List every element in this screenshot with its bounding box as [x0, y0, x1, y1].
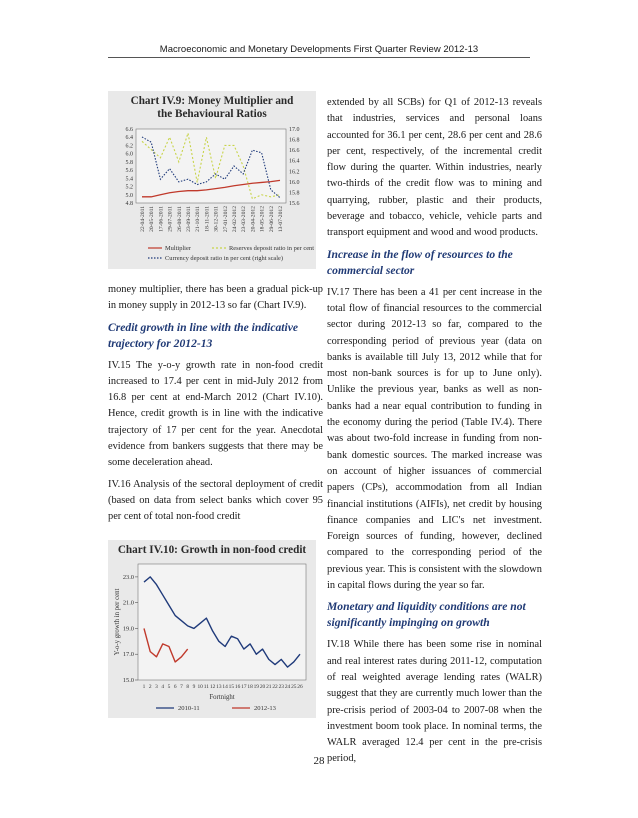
chart-iv9-left-tick: 6.0 — [125, 151, 133, 158]
chart-iv9-right-tick: 16.8 — [289, 137, 300, 144]
chart-iv9-x-tick: 29-06-2012 — [268, 206, 275, 233]
chart-iv10-y-label: Y-o-y growth in per cent — [114, 588, 121, 656]
paragraph-iv17: IV.17 There has been a 41 per cent increase in the total flow of financial resources to the commercial sector during 2012-13 so far, compared to the corresponding period of previous year (data on banks is available till July 13, 2012 while that for most non-bank sources is for up to June only). Unlike the previous year, banks as well as non-banks had a near equal contribution to funding in the economy during the period (Table IV.4). There was about two-fold increase in funding from non-bank domestic sources. The marked increase was on account of higher issuances of commercial papers (CPs), accommodation from all Indian financial institutions (AIFIs), net credit by housing finance companies and LIC's net investment. Foreign sources of funding, however, declined compared to the corresponding period of the previous year. This is consistent with the slowdown in capital flows during the year so far. — [327, 286, 542, 592]
chart-iv9-x-tick: 24-02-2012 — [232, 206, 238, 233]
paragraph-credit-continuation: extended by all SCBs) for Q1 of 2012-13 reveals that industries, services and personal loans accounted for 36.1 per cent, 28.6 per cent and 28.6 per cent, respectively, of the incremental credit flow during the quarter. Within industries, nearly two-thirds of the credit flow was to mining and quarrying, rubber, plastic and their products, beverage and tobacco, vehicle, vehicle parts and transport equipment and wood and wood products. — [327, 97, 542, 239]
chart-iv10-x-tick: 21 — [266, 684, 272, 690]
chart-iv10-x-tick: 22 — [272, 684, 278, 690]
chart-iv10-legend-label-2: 2012-13 — [254, 705, 276, 712]
chart-iv10-x-tick: 8 — [186, 684, 190, 690]
chart-iv10-y-tick: 21.0 — [122, 599, 134, 607]
chart-iv9-x-tick: 26-08-2011 — [176, 206, 183, 232]
chart-iv10-plot-area — [138, 564, 306, 680]
chart-iv10-title: Chart IV.10: Growth in non-food credit — [117, 544, 307, 556]
chart-iv10-plot — [108, 540, 316, 718]
chart-iv10-x-tick: 26 — [297, 684, 303, 690]
chart-iv9-right-tick: 15.6 — [289, 201, 300, 207]
chart-iv10-x-tick: 11 — [203, 684, 210, 690]
chart-iv9-right-tick: 15.8 — [289, 190, 300, 197]
paragraph-iv15: IV.15 The y-o-y growth rate in non-food credit increased to 17.4 per cent in mid-July 2012 from 16.8 per cent at end-March 2012 (Chart IV.10). Hence, credit growth is in line with the indicative trajectory of 17 per cent for the year. Anecdotal evidence from bankers suggests that there may be some deceleration ahead. — [108, 359, 323, 469]
chart-iv10-x-tick: 15 — [228, 684, 235, 690]
paragraph-money-supply: money multiplier, there has been a gradual pick-up in money supply in 2012-13 so far (Chart IV.9). — [108, 284, 323, 312]
chart-iv9 — [108, 91, 316, 269]
chart-iv9-plot-area — [136, 129, 286, 203]
chart-iv10-x-tick: 20 — [259, 684, 266, 690]
chart-iv9-x-tick: 20-04-2012 — [250, 206, 257, 233]
chart-iv9-x-tick: 27-01-2012 — [222, 206, 229, 233]
chart-iv9-left-tick: 6.2 — [125, 143, 133, 150]
chart-iv10-x-tick: 4 — [161, 684, 165, 690]
chart-iv10-x-tick: 16 — [234, 684, 241, 690]
chart-iv10-y-tick: 15.0 — [122, 677, 134, 684]
chart-iv9-plot — [108, 91, 316, 269]
chart-iv10-x-tick: 5 — [167, 684, 171, 690]
heading-flow-resources: Increase in the flow of resources to the commercial sector — [327, 247, 513, 277]
chart-iv10-x-tick: 3 — [155, 684, 158, 690]
chart-iv9-legend-label-2: Reserves deposit ratio in per cent — [229, 245, 315, 252]
chart-iv9-legend-label-3: Currency deposit ratio in per cent (right scale) — [165, 255, 284, 262]
chart-iv10-x-tick: 18 — [247, 684, 253, 690]
chart-iv10-x-tick: 17 — [241, 684, 247, 690]
chart-iv10-x-tick: 19 — [253, 684, 260, 690]
chart-iv9-left-tick: 5.2 — [125, 184, 133, 191]
paragraph-iv18: IV.18 While there has been some rise in nominal and real interest rates during 2011-12, computation of real weighted average lending rates (WALR) suggest that they are currently much lower than the pre-crisis period of 2003-04 to 2007-08 when the investment boom took place. In nominal terms, the WALR averaged 12.4 per cent in the pre-crisis period, — [327, 639, 542, 765]
chart-iv10-x-tick: 13 — [216, 684, 222, 690]
chart-iv10-x-tick: 1 — [142, 684, 146, 690]
chart-iv10-y-tick: 17.0 — [122, 651, 134, 659]
chart-iv9-x-tick: 23-09-2011 — [186, 206, 192, 232]
chart-iv10-x-tick: 10 — [197, 684, 203, 690]
chart-iv10-x-tick: 25 — [291, 684, 297, 690]
header-rule — [108, 57, 530, 58]
chart-iv10-x-tick: 2 — [148, 684, 152, 690]
chart-iv9-left-tick: 5.6 — [125, 168, 133, 175]
chart-iv9-x-tick: 18-05-2012 — [259, 206, 266, 233]
chart-iv10-x-tick: 12 — [209, 684, 216, 690]
right-column — [327, 95, 542, 773]
chart-iv9-x-tick: 18-11-2011 — [204, 206, 211, 232]
chart-iv9-right-tick: 17.0 — [289, 127, 300, 133]
chart-iv9-left-tick: 5.8 — [125, 159, 133, 166]
chart-iv9-x-tick: 30-12-2011 — [213, 206, 220, 232]
chart-iv9-x-tick: 20-05-2011 — [149, 206, 156, 232]
chart-iv9-x-tick: 29-07-2011 — [167, 206, 174, 232]
chart-iv9-right-tick: 16.2 — [289, 169, 300, 176]
chart-iv9-legend-label-1: Multiplier — [165, 245, 191, 252]
paragraph-iv16: IV.16 Analysis of the sectoral deployment of credit (based on data from select banks which cover 95 per cent of total non-food credit — [108, 478, 323, 523]
heading-monetary-conditions: Monetary and liquidity conditions are not significantly impinging on growth — [327, 600, 526, 630]
chart-iv9-right-tick: 16.0 — [289, 179, 300, 186]
chart-iv10-x-tick: 6 — [173, 684, 177, 690]
chart-iv10-y-tick: 19.0 — [122, 625, 134, 633]
chart-iv10-x-tick: 7 — [180, 684, 183, 690]
left-column — [108, 282, 323, 531]
chart-iv10-x-tick: 23 — [278, 684, 284, 690]
chart-iv9-x-tick: 22-04-2011 — [140, 206, 146, 232]
chart-iv9-left-tick: 5.4 — [125, 176, 133, 183]
chart-iv9-left-tick: 6.4 — [125, 135, 133, 142]
chart-iv10-x-label: Fortnight — [209, 694, 235, 701]
running-header: Macroeconomic and Monetary Developments First Quarter Review 2012-13 — [159, 44, 479, 55]
chart-iv9-right-tick: 16.4 — [289, 158, 300, 165]
chart-iv10-legend-label-1: 2010-11 — [178, 705, 200, 712]
chart-iv9-left-tick: 5.0 — [125, 192, 133, 199]
chart-iv9-title: Chart IV.9: Money Multiplier and the Behavioural Ratios — [130, 95, 294, 120]
chart-iv9-x-tick: 21-10-2011 — [195, 206, 202, 232]
chart-iv10 — [108, 540, 316, 718]
page-number: 28 — [313, 755, 325, 767]
chart-iv9-left-tick: 6.6 — [125, 127, 133, 133]
chart-iv9-x-tick: 17-06-2011 — [158, 206, 165, 232]
chart-iv10-y-tick: 23.0 — [122, 573, 134, 581]
chart-iv9-right-tick: 16.6 — [289, 148, 300, 155]
chart-iv10-x-tick: 14 — [222, 684, 228, 690]
chart-iv9-left-tick: 4.8 — [125, 201, 133, 207]
heading-credit-growth: Credit growth in line with the indicative trajectory for 2012-13 — [108, 320, 299, 350]
chart-iv9-x-tick: 23-03-2012 — [241, 206, 248, 233]
chart-iv9-x-tick: 13-07-2012 — [278, 206, 284, 233]
chart-iv10-x-tick: 24 — [284, 684, 291, 690]
chart-iv10-x-tick: 9 — [192, 684, 196, 690]
